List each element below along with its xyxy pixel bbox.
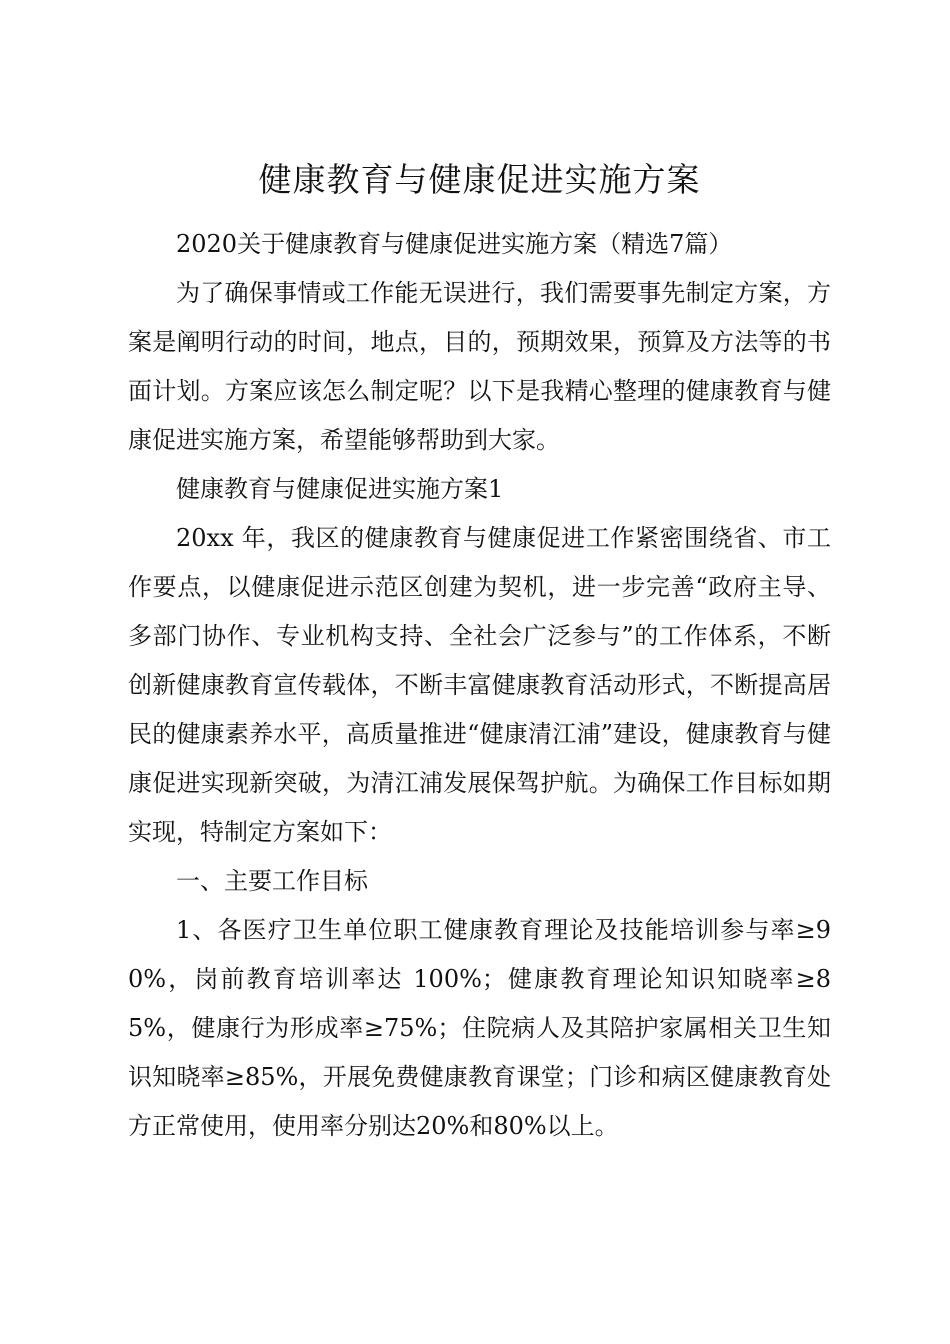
subtitle-paragraph: 2020关于健康教育与健康促进实施方案（精选7篇）: [176, 230, 733, 258]
section-heading-plan-1: 健康教育与健康促进实施方案1: [176, 475, 504, 503]
document-page: [128, 150, 831, 1151]
intro-paragraph: 为了确保事情或工作能无误进行，我们需要事先制定方案，方案是阐明行动的时间，地点，目的，预期效果，预算及方法等的书面计划。方案应该怎么制定呢？以下是我精心整理的健康教育与健康促进实施方案，希望能够帮助到大家。: [128, 279, 831, 454]
section-heading-goals: 一、主要工作目标: [176, 867, 368, 895]
body-paragraph: 20xx 年，我区的健康教育与健康促进工作紧密围绕省、市工作要点，以健康促进示范区创建为契机，进一步完善“政府主导、多部门协作、专业机构支持、全社会广泛参与”的工作体系，不断创新健康教育宣传载体，不断丰富健康教育活动形式，不断提高居民的健康素养水平，高质量推进“健康清江浦”建设，健康教育与健康促进实现新突破，为清江浦发展保驾护航。为确保工作目标如期实现，特制定方案如下：: [128, 524, 831, 846]
goal-item-1: 1、各医疗卫生单位职工健康教育理论及技能培训参与率≥90%，岗前教育培训率达 100%；健康教育理论知识知晓率≥85%，健康行为形成率≥75%；住院病人及其陪护家属相关卫生知识知晓率≥85%，开展免费健康教育课堂；门诊和病区健康教育处方正常使用，使用率分别达20%和80%以上。: [128, 916, 831, 1140]
document-title: 健康教育与健康促进实施方案: [258, 160, 701, 199]
